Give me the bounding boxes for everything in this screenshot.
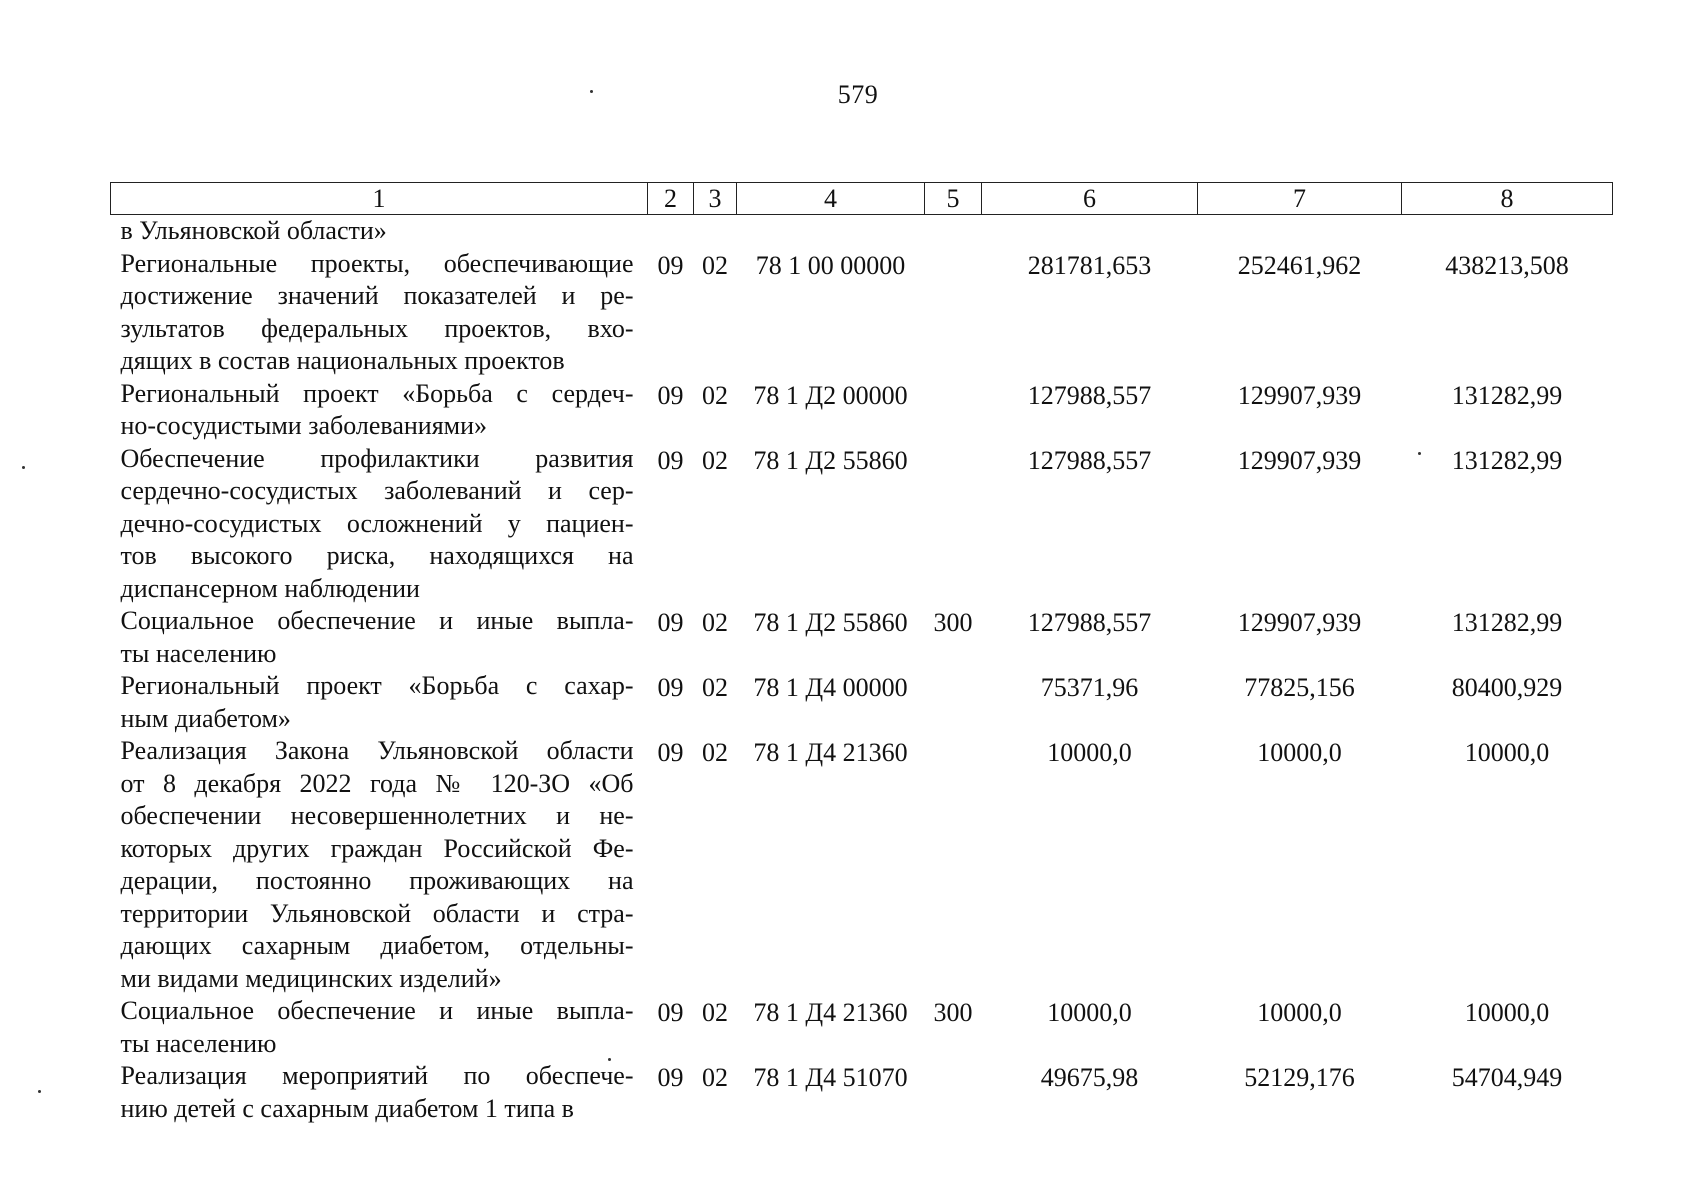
amount-col-6-cell: 127988,557 [1027,380,1152,410]
item-name-line: дящих в состав национальных проектов [120,346,565,375]
item-name-line: Обеспечение профилактики развития [120,443,634,473]
subsection-code-cell: 02 [702,445,728,475]
item-name-line: тов высокого риска, находящихся на [120,541,634,570]
table-row [111,735,1613,995]
item-name-cell [111,248,648,378]
item-name-cell [111,670,648,735]
page-number: 579 [837,80,879,109]
budget-table-container [110,182,1612,1125]
header-col-7: 7 [1198,183,1402,215]
table-row [111,378,1613,443]
item-name-cell [111,995,648,1060]
scan-speck [22,466,25,469]
subsection-code-cell: 02 [702,608,728,637]
amount-col-6-cell: 49675,98 [1040,1063,1139,1092]
item-name-line: Региональный проект «Борьба с сердеч- [120,378,634,408]
expense-type-cell [925,670,982,735]
item-name-line: Социальное обеспечение и иные выпла- [120,996,634,1025]
item-name-line: но-сосудистыми заболеваниями» [120,411,488,440]
item-name-line: Реализация мероприятий по обеспече- [120,1061,634,1090]
item-name-line: дерации, постоянно проживающих на [120,866,634,895]
amount-col-6-cell: 127988,557 [1027,445,1152,475]
item-name-line: дающих сахарным диабетом, отдельны- [120,931,634,960]
item-name-line: нию детей с сахарным диабетом 1 типа в [120,1093,574,1123]
expense-type-cell [925,215,982,248]
header-col-8: 8 [1402,183,1613,215]
amount-col-8-cell: 131282,99 [1451,608,1563,637]
target-article-cell: 78 1 00 00000 [755,250,906,280]
subsection-code-cell: 02 [702,998,728,1027]
expense-type-cell: 300 [933,998,973,1027]
expense-type-cell [925,443,982,606]
item-name-line: достижение значений показателей и ре- [120,281,634,310]
amount-col-6-cell: 10000,0 [1047,738,1132,767]
amount-col-8-cell: 80400,929 [1451,673,1563,702]
amount-col-7-cell [1198,215,1402,248]
amount-col-7-cell: 129907,939 [1237,380,1362,410]
section-code-cell [648,215,694,248]
header-col-3: 3 [694,183,737,215]
amount-col-8-cell: 131282,99 [1451,445,1563,475]
item-name-line: сердечно-сосудистых заболеваний и сер- [120,476,634,505]
item-name-cell [111,735,648,995]
amount-col-6-cell: 127988,557 [1027,608,1152,637]
item-name-line: обеспечении несовершеннолетних и не- [120,801,634,830]
section-code-cell: 09 [657,1063,684,1092]
item-name-line: зультатов федеральных проектов, вхо- [120,313,634,343]
amount-col-8-cell: 10000,0 [1464,738,1550,767]
subsection-code-cell [694,215,737,248]
expense-type-cell [925,378,982,443]
target-article-cell: 78 1 Д2 00000 [753,380,908,410]
item-name-line: диспансерном наблюдении [120,573,420,603]
amount-col-7-cell: 129907,939 [1237,445,1362,475]
item-name-line: которых других граждан Российской Фе- [120,833,634,863]
item-name-line: Реализация Закона Ульяновской области [120,736,634,765]
subsection-code-cell: 02 [702,738,728,767]
table-row [111,215,1613,248]
amount-col-8-cell [1402,215,1613,248]
target-article-cell: 78 1 Д4 21360 [753,998,908,1027]
amount-col-6-cell: 10000,0 [1047,998,1132,1027]
header-col-2: 2 [648,183,694,215]
item-name-line: Социальное обеспечение и иные выпла- [120,606,634,635]
item-name-line: территории Ульяновской области и стра- [120,898,634,928]
item-name-line: Региональный проект «Борьба с сахар- [120,671,634,700]
header-col-1: 1 [111,183,648,215]
section-code-cell: 09 [657,250,684,280]
target-article-cell: 78 1 Д4 51070 [753,1063,908,1092]
table-row [111,248,1613,378]
expense-type-cell [925,1060,982,1125]
item-name-line: ты населению [120,638,277,668]
amount-col-8-cell: 438213,508 [1445,250,1569,280]
table-row [111,443,1613,606]
section-code-cell: 09 [657,738,684,767]
scan-speck [1418,452,1421,455]
subsection-code-cell: 02 [702,380,728,410]
amount-col-6-cell [982,215,1198,248]
amount-col-7-cell: 10000,0 [1257,738,1342,767]
item-name-line: ми видами медицинских изделий» [120,963,502,993]
amount-col-8-cell: 10000,0 [1464,998,1550,1027]
header-row [111,183,1613,215]
amount-col-6-cell: 75371,96 [1040,673,1139,702]
item-name-line: дечно-сосудистых осложнений у пациен- [120,508,634,538]
table-header [111,183,1613,215]
expense-type-cell: 300 [933,608,973,637]
scan-speck [608,1058,611,1061]
item-name-line: ты населению [120,1028,277,1058]
amount-col-7-cell: 52129,176 [1244,1063,1355,1092]
item-name-line: Региональные проекты, обеспечивающие [120,248,634,278]
target-article-cell: 78 1 Д4 00000 [753,673,908,702]
scan-speck [590,90,593,93]
amount-col-7-cell: 252461,962 [1237,250,1362,280]
header-col-4: 4 [737,183,925,215]
target-article-cell [737,215,925,248]
amount-col-6-cell: 281781,653 [1027,250,1152,280]
target-article-cell: 78 1 Д2 55860 [753,608,908,637]
item-name-cell [111,605,648,670]
subsection-code-cell: 02 [702,250,728,280]
item-name-cell [111,443,648,606]
amount-col-7-cell: 129907,939 [1237,608,1362,637]
table-row [111,670,1613,735]
section-code-cell: 09 [657,998,684,1027]
section-code-cell: 09 [657,445,684,475]
table-row [111,605,1613,670]
target-article-cell: 78 1 Д4 21360 [753,738,908,767]
amount-col-8-cell: 54704,949 [1451,1063,1563,1092]
target-article-cell: 78 1 Д2 55860 [753,445,908,475]
scan-speck [38,1090,41,1093]
item-name-cell [111,378,648,443]
subsection-code-cell: 02 [702,673,728,702]
item-name-line: от 8 декабря 2022 года № 120-ЗО «Об [120,768,634,798]
budget-table [110,182,1613,1125]
section-code-cell: 09 [657,380,684,410]
expense-type-cell [925,735,982,995]
amount-col-7-cell: 77825,156 [1244,673,1355,702]
subsection-code-cell: 02 [702,1063,728,1092]
expense-type-cell [925,248,982,378]
item-name-cell [111,1060,648,1125]
amount-col-8-cell: 131282,99 [1451,380,1563,410]
amount-col-7-cell: 10000,0 [1257,998,1342,1027]
table-row [111,1060,1613,1125]
header-col-6: 6 [982,183,1198,215]
item-name-cell [111,215,648,248]
table-row [111,995,1613,1060]
section-code-cell: 09 [657,673,684,702]
item-name-line: в Ульяновской области» [120,216,387,245]
table-body [111,215,1613,1126]
section-code-cell: 09 [657,608,684,637]
header-col-5: 5 [925,183,982,215]
item-name-line: ным диабетом» [120,703,291,733]
